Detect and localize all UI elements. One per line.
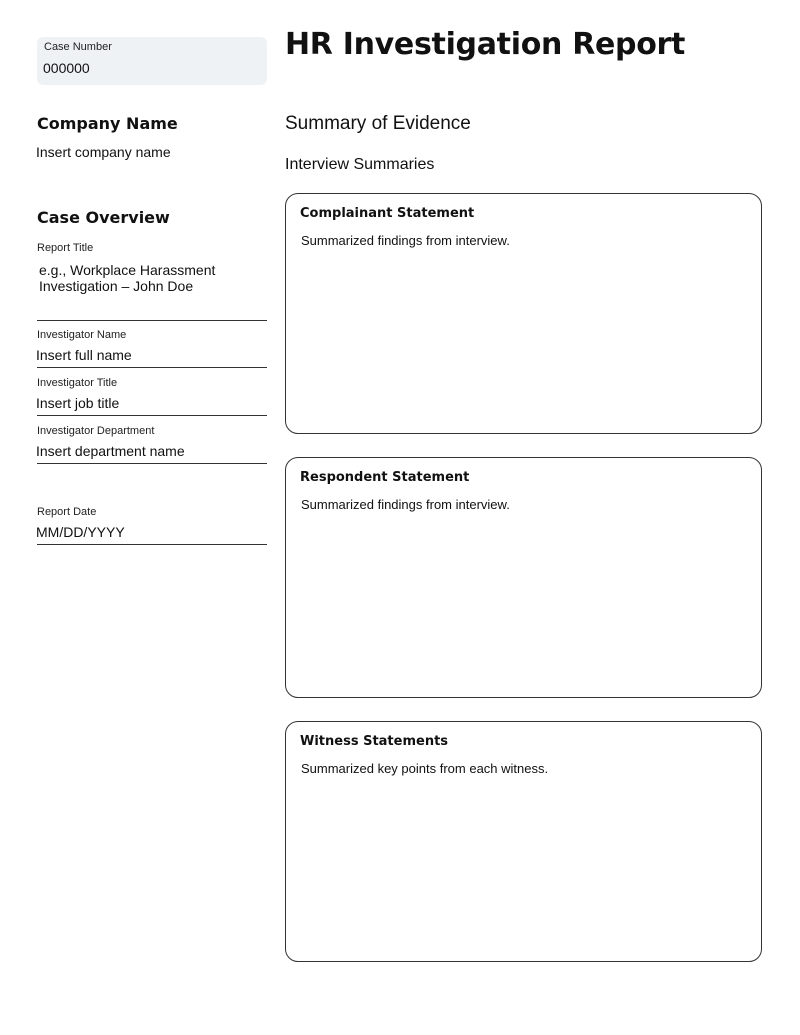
card-body[interactable]: Summarized findings from interview. [301, 497, 510, 512]
complainant-statement-card[interactable] [285, 193, 762, 434]
report-title-label: Report Title [37, 242, 94, 254]
case-overview-heading: Case Overview [37, 208, 170, 227]
investigator-title-field[interactable]: Insert job title [36, 395, 120, 411]
investigator-name-label: Investigator Name [37, 329, 127, 341]
report-date-underline [37, 544, 267, 545]
witness-statements-card[interactable] [285, 721, 762, 962]
card-title: Complainant Statement [300, 206, 475, 221]
card-title: Respondent Statement [300, 470, 470, 485]
respondent-statement-card[interactable] [285, 457, 762, 698]
investigator-name-field[interactable]: Insert full name [36, 347, 132, 363]
card-body[interactable]: Summarized key points from each witness. [301, 761, 549, 776]
report-title-field[interactable] [39, 262, 215, 294]
investigator-title-label: Investigator Title [37, 377, 118, 389]
case-number-label: Case Number [44, 41, 112, 53]
page-title: HR Investigation Report [285, 27, 686, 62]
company-name-heading: Company Name [37, 114, 178, 133]
company-name-field[interactable]: Insert company name [36, 144, 171, 160]
report-date-label: Report Date [37, 506, 97, 518]
interview-summaries-heading: Interview Summaries [285, 156, 435, 173]
case-number-box [37, 37, 267, 85]
investigator-department-field[interactable]: Insert department name [36, 443, 185, 459]
investigator-department-underline [37, 463, 267, 464]
case-number-field[interactable]: 000000 [43, 60, 90, 76]
summary-of-evidence-heading: Summary of Evidence [285, 113, 471, 134]
investigator-title-underline [37, 415, 267, 416]
report-title-underline [37, 320, 267, 321]
report-title-line-2: Investigation – John Doe [39, 278, 194, 294]
investigator-name-underline [37, 367, 267, 368]
card-body[interactable]: Summarized findings from interview. [301, 233, 510, 248]
card-title: Witness Statements [300, 734, 449, 749]
report-title-line-1: e.g., Workplace Harassment [39, 262, 216, 278]
investigator-department-label: Investigator Department [37, 425, 155, 437]
report-date-field[interactable]: MM/DD/YYYY [36, 524, 125, 540]
